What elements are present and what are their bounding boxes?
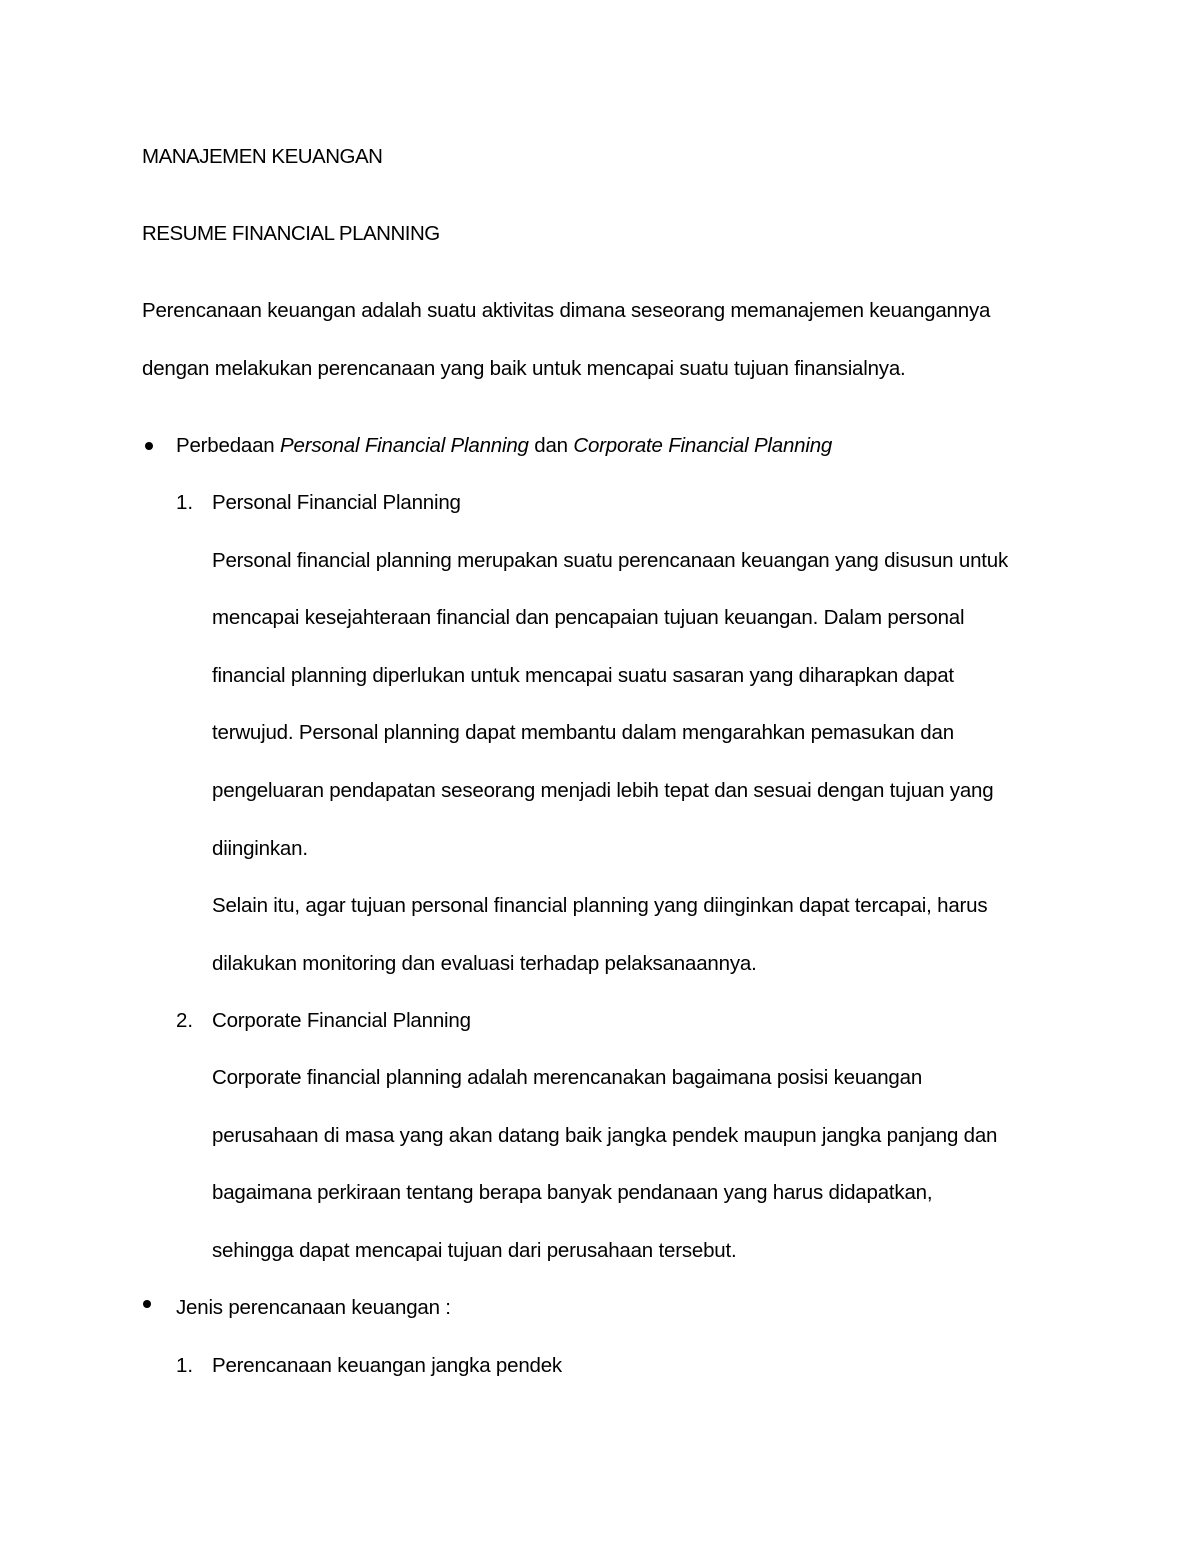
bullet-item-differences [176,434,832,458]
document-title: MANAJEMEN KEUANGAN [142,145,383,168]
item1-para1-line-3: financial planning diperlukan untuk mencapai suatu sasaran yang diharapkan dapat [212,664,954,687]
intro-line-2: dengan melakukan perencanaan yang baik untuk mencapai suatu tujuan finansialnya. [142,357,906,380]
item1-para2-line-2: dilakukan monitoring dan evaluasi terhadap pelaksanaannya. [212,952,757,975]
list-number-2: 2. [176,1009,194,1032]
intro-line-1: Perencanaan keuangan adalah suatu aktivitas dimana seseorang memanajemen keuangannya [142,299,991,322]
item1-para2-line-1: Selain itu, agar tujuan personal financial planning yang diinginkan dapat tercapai, harus [212,894,988,917]
item3-heading: Perencanaan keuangan jangka pendek [212,1354,562,1377]
bullet-icon [143,1300,151,1308]
item2-para-line-4: sehingga dapat mencapai tujuan dari perusahaan tersebut. [212,1239,737,1262]
item1-para1-line-4: terwujud. Personal planning dapat membantu dalam mengarahkan pemasukan dan [212,721,954,744]
bullet1-prefix: Perbedaan [176,434,281,457]
bullet1-italic-personal: Personal Financial Planning [280,434,529,457]
item1-para1-line-2: mencapai kesejahteraan financial dan pencapaian tujuan keuangan. Dalam personal [212,606,965,629]
item2-para-line-1: Corporate financial planning adalah merencanakan bagaimana posisi keuangan [212,1066,923,1089]
bullet-item-types: Jenis perencanaan keuangan : [176,1296,451,1319]
list-number-3: 1. [176,1354,194,1377]
item2-para-line-2: perusahaan di masa yang akan datang baik jangka pendek maupun jangka panjang dan [212,1124,998,1147]
item2-heading: Corporate Financial Planning [212,1009,471,1032]
bullet-icon [145,442,153,450]
item1-heading: Personal Financial Planning [212,491,461,514]
item2-para-line-3: bagaimana perkiraan tentang berapa banyak pendanaan yang harus didapatkan, [212,1181,933,1204]
item1-para1-line-6: diinginkan. [212,837,308,860]
item1-para1-line-1: Personal financial planning merupakan suatu perencanaan keuangan yang disusun untuk [212,549,1009,572]
document-subtitle: RESUME FINANCIAL PLANNING [142,222,440,245]
bullet1-middle: dan [528,434,574,457]
bullet1-italic-corporate: Corporate Financial Planning [573,434,833,457]
item1-para1-line-5: pengeluaran pendapatan seseorang menjadi lebih tepat dan sesuai dengan tujuan yang [212,779,994,802]
list-number-1: 1. [176,491,194,514]
